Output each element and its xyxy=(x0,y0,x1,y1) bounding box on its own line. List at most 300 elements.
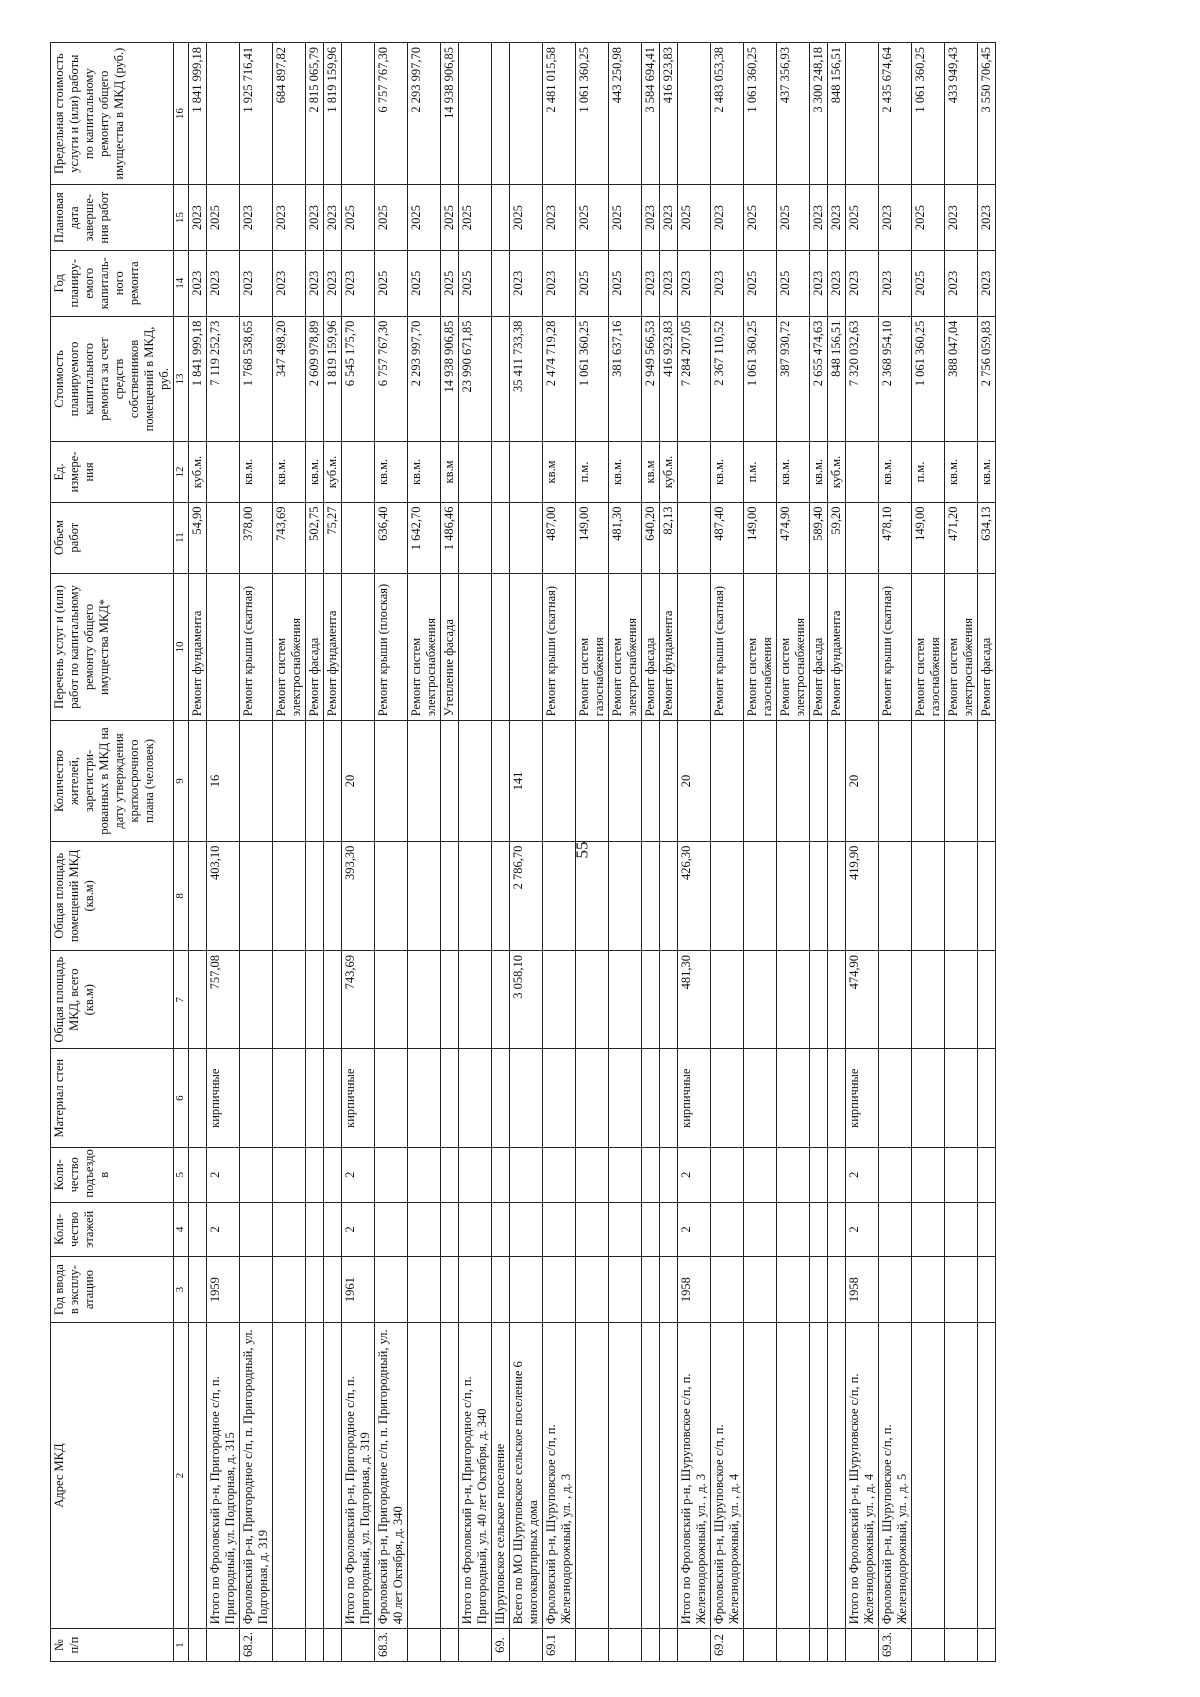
table-row xyxy=(408,43,441,1662)
table-cell xyxy=(678,442,711,502)
table-row xyxy=(240,43,273,1662)
table-cell xyxy=(441,721,459,841)
table-cell: 23 990 671,85 xyxy=(459,316,492,442)
table-cell: 1 061 360,25 xyxy=(744,316,777,442)
table-cell: 68.2. xyxy=(240,1629,273,1662)
table-cell xyxy=(978,1322,996,1628)
table-cell: Ремонт систем электроснабжения xyxy=(945,573,978,721)
table-cell xyxy=(609,721,642,841)
table-cell: Ремонт крыши (скатная) xyxy=(711,573,744,721)
table-row xyxy=(810,43,828,1662)
table-cell: кв.м. xyxy=(408,442,441,502)
table-cell xyxy=(912,951,945,1049)
table-cell: 481,30 xyxy=(678,951,711,1049)
table-cell xyxy=(459,1629,492,1662)
table-cell: 2025 xyxy=(846,185,879,251)
column-number: 14 xyxy=(174,250,189,316)
table-cell xyxy=(744,1202,777,1257)
table-cell xyxy=(945,1257,978,1323)
table-cell: 2025 xyxy=(375,250,408,316)
column-number: 16 xyxy=(174,43,189,185)
table-cell xyxy=(912,1322,945,1628)
table-cell xyxy=(576,951,609,1049)
table-cell: 1 061 360,25 xyxy=(576,43,609,185)
table-cell xyxy=(189,1147,207,1202)
table-cell: 2023 xyxy=(978,250,996,316)
table-cell xyxy=(306,1202,324,1257)
table-cell: 636,40 xyxy=(375,502,408,573)
table-cell xyxy=(408,841,441,950)
table-row xyxy=(978,43,996,1662)
column-number: 15 xyxy=(174,185,189,251)
table-cell: 478,10 xyxy=(879,502,912,573)
table-cell: 1 841 999,18 xyxy=(189,43,207,185)
table-cell: кирпичные xyxy=(846,1049,879,1147)
table-cell: Ремонт крыши (скатная) xyxy=(543,573,576,721)
table-cell: 1 768 538,65 xyxy=(240,316,273,442)
table-cell: Всего по МО Шуруповское сельское поселение 6 многоквартирных дома xyxy=(510,1322,543,1628)
table-cell: 2 368 954,10 xyxy=(879,316,912,442)
table-cell xyxy=(945,841,978,950)
table-cell: кв.м. xyxy=(945,442,978,502)
table-cell xyxy=(642,1257,660,1323)
table-cell xyxy=(576,1629,609,1662)
table-row xyxy=(945,43,978,1662)
table-cell xyxy=(273,841,306,950)
table-cell xyxy=(375,1202,408,1257)
table-cell xyxy=(441,1202,459,1257)
table-cell: 7 320 032,63 xyxy=(846,316,879,442)
table-cell xyxy=(273,1257,306,1323)
table-cell: кирпичные xyxy=(207,1049,240,1147)
table-cell xyxy=(846,573,879,721)
table-cell: 2025 xyxy=(459,185,492,251)
table-cell xyxy=(510,1257,543,1323)
table-cell xyxy=(441,1049,459,1147)
table-cell xyxy=(324,1629,342,1662)
table-cell xyxy=(978,1147,996,1202)
table-row xyxy=(459,43,492,1662)
table-cell: Фроловский р-н, Шуруповское с/п, п. Железнодорожный, ул. , д. 5 xyxy=(879,1322,912,1628)
table-row xyxy=(777,43,810,1662)
table-cell xyxy=(459,721,492,841)
table-cell: 2 xyxy=(678,1202,711,1257)
table-cell xyxy=(441,841,459,950)
table-cell: 2025 xyxy=(408,250,441,316)
table-cell xyxy=(711,951,744,1049)
table-cell: Ремонт крыши (скатная) xyxy=(879,573,912,721)
column-number: 4 xyxy=(174,1202,189,1257)
table-cell xyxy=(828,1322,846,1628)
table-cell xyxy=(492,442,510,502)
table-cell: Ремонт систем газоснабжения xyxy=(576,573,609,721)
table-cell: 1 819 159,96 xyxy=(324,316,342,442)
column-number: 13 xyxy=(174,316,189,442)
table-cell: Ремонт систем электроснабжения xyxy=(609,573,642,721)
table-cell xyxy=(459,1147,492,1202)
table-cell: 2023 xyxy=(240,185,273,251)
table-cell xyxy=(189,721,207,841)
column-number: 1 xyxy=(174,1629,189,1662)
table-cell: Ремонт фасада xyxy=(810,573,828,721)
table-cell: кв.м. xyxy=(777,442,810,502)
table-cell xyxy=(642,951,660,1049)
table-cell: 2023 xyxy=(978,185,996,251)
table-cell: 2023 xyxy=(642,185,660,251)
table-row xyxy=(660,43,678,1662)
table-cell: 2025 xyxy=(510,185,543,251)
table-cell xyxy=(609,1322,642,1628)
table-cell: 2023 xyxy=(810,185,828,251)
table-cell: Ремонт фундамента xyxy=(324,573,342,721)
column-number: 8 xyxy=(174,841,189,950)
table-cell: Фроловский р-н, Шуруповское с/п, п. Железнодорожный, ул. , д. 4 xyxy=(711,1322,744,1628)
table-cell xyxy=(777,951,810,1049)
table-cell xyxy=(324,1322,342,1628)
table-cell xyxy=(492,250,510,316)
table-cell xyxy=(459,502,492,573)
table-cell: 403,10 xyxy=(207,841,240,950)
table-cell xyxy=(912,1049,945,1147)
table-cell xyxy=(609,1147,642,1202)
table-cell: 378,00 xyxy=(240,502,273,573)
table-cell xyxy=(642,1629,660,1662)
table-cell: 2 xyxy=(207,1202,240,1257)
table-cell: 2025 xyxy=(441,250,459,316)
table-cell xyxy=(510,442,543,502)
table-cell: 1958 xyxy=(678,1257,711,1323)
column-number: 11 xyxy=(174,502,189,573)
table-cell xyxy=(678,1629,711,1662)
table-cell: 1 061 360,25 xyxy=(744,43,777,185)
table-row xyxy=(342,43,375,1662)
table-cell xyxy=(342,43,375,185)
table-cell xyxy=(912,721,945,841)
table-cell xyxy=(342,573,375,721)
table-cell xyxy=(912,841,945,950)
table-cell xyxy=(744,841,777,950)
table-cell xyxy=(273,1049,306,1147)
table-cell xyxy=(879,951,912,1049)
table-cell xyxy=(642,1049,660,1147)
table-row xyxy=(207,43,240,1662)
table-cell xyxy=(492,1147,510,1202)
table-cell xyxy=(660,1257,678,1323)
table-row xyxy=(744,43,777,1662)
table-cell: 2023 xyxy=(945,250,978,316)
table-cell: 2025 xyxy=(777,185,810,251)
table-cell: Ремонт фундамента xyxy=(189,573,207,721)
table-cell xyxy=(273,1147,306,1202)
table-cell xyxy=(207,573,240,721)
table-cell: 1 841 999,18 xyxy=(189,316,207,442)
table-cell xyxy=(978,1629,996,1662)
table-cell xyxy=(306,1147,324,1202)
table-cell xyxy=(945,1629,978,1662)
table-cell xyxy=(660,1202,678,1257)
table-cell: 2023 xyxy=(306,250,324,316)
table-cell: кирпичные xyxy=(342,1049,375,1147)
table-cell xyxy=(828,951,846,1049)
table-cell: 640,20 xyxy=(642,502,660,573)
table-cell xyxy=(543,951,576,1049)
table-cell: 1 642,70 xyxy=(408,502,441,573)
table-cell: 1 925 716,41 xyxy=(240,43,273,185)
table-cell xyxy=(846,502,879,573)
table-cell: 2023 xyxy=(642,250,660,316)
table-cell xyxy=(375,841,408,950)
table-cell: кв.м xyxy=(543,442,576,502)
table-cell: 2023 xyxy=(711,250,744,316)
page-number: 55 xyxy=(572,841,592,859)
table-cell xyxy=(342,1629,375,1662)
table-cell xyxy=(576,1202,609,1257)
table-cell: 2025 xyxy=(678,185,711,251)
column-header: Адрес МКД xyxy=(51,1322,174,1628)
table-cell xyxy=(810,1629,828,1662)
column-header: Год ввода в эксплу-атацию xyxy=(51,1257,174,1323)
table-cell: 2 756 059,83 xyxy=(978,316,996,442)
table-cell xyxy=(711,1257,744,1323)
table-cell: 2023 xyxy=(207,250,240,316)
table-cell: п.м. xyxy=(912,442,945,502)
table-cell xyxy=(609,1049,642,1147)
table-cell xyxy=(492,951,510,1049)
table-cell: 1958 xyxy=(846,1257,879,1323)
table-cell xyxy=(609,1202,642,1257)
table-cell xyxy=(828,1147,846,1202)
table-cell: 2025 xyxy=(744,250,777,316)
table-cell: 474,90 xyxy=(846,951,879,1049)
table-cell: 2023 xyxy=(660,250,678,316)
table-cell xyxy=(912,1202,945,1257)
table-cell: 743,69 xyxy=(273,502,306,573)
table-cell xyxy=(459,442,492,502)
table-cell: 2 481 015,58 xyxy=(543,43,576,185)
table-cell xyxy=(744,1049,777,1147)
table-cell: 2023 xyxy=(189,185,207,251)
column-header: Год планиру-емого капиталь-ного ремонта xyxy=(51,250,174,316)
table-cell: 2023 xyxy=(543,250,576,316)
table-cell: 2 949 566,53 xyxy=(642,316,660,442)
table-cell xyxy=(408,1257,441,1323)
column-header: Общая площадь МКД, всего (кв.м) xyxy=(51,951,174,1049)
table-cell xyxy=(408,1147,441,1202)
table-cell: п.м. xyxy=(744,442,777,502)
table-cell: 2025 xyxy=(342,185,375,251)
table-cell xyxy=(324,721,342,841)
table-cell: 149,00 xyxy=(744,502,777,573)
table-cell: 2025 xyxy=(609,250,642,316)
table-cell: 481,30 xyxy=(609,502,642,573)
table-cell: Итого по Фроловский р-н, Пригородное с/п, п. Пригородный, ул. 40 лет Октября, д. 340 xyxy=(459,1322,492,1628)
table-cell: 2 xyxy=(207,1147,240,1202)
table-cell: 416 923,83 xyxy=(660,43,678,185)
table-cell: Итого по Фроловский р-н, Шуруповское с/п, п. Железнодорожный, ул. , д. 4 xyxy=(846,1322,879,1628)
table-cell xyxy=(342,502,375,573)
table-cell: 1959 xyxy=(207,1257,240,1323)
table-cell: кв.м xyxy=(642,442,660,502)
table-cell xyxy=(744,1629,777,1662)
table-cell: 487,00 xyxy=(543,502,576,573)
table-cell xyxy=(306,1257,324,1323)
table-cell xyxy=(828,1257,846,1323)
table-cell xyxy=(306,1629,324,1662)
table-cell: 2023 xyxy=(240,250,273,316)
table-cell: 2 815 065,79 xyxy=(306,43,324,185)
table-cell xyxy=(945,1049,978,1147)
table-cell: Ремонт систем газоснабжения xyxy=(912,573,945,721)
table-cell xyxy=(324,841,342,950)
table-cell xyxy=(810,1322,828,1628)
column-number: 7 xyxy=(174,951,189,1049)
column-header: Коли-чество этажей xyxy=(51,1202,174,1257)
table-cell: 2023 xyxy=(273,250,306,316)
column-number: 9 xyxy=(174,721,189,841)
table-cell xyxy=(777,1147,810,1202)
column-header: Объем работ xyxy=(51,502,174,573)
table-cell: Ремонт фундамента xyxy=(828,573,846,721)
table-cell xyxy=(642,841,660,950)
table-cell: Ремонт систем электроснабжения xyxy=(408,573,441,721)
table-cell: 68.3. xyxy=(375,1629,408,1662)
column-header: № п/п xyxy=(51,1629,174,1662)
table-cell xyxy=(744,721,777,841)
table-row xyxy=(189,43,207,1662)
column-number: 2 xyxy=(174,1322,189,1628)
column-header: Предельная стоимость услуги и (или) работы по капитальному ремонту общего имущества в МКД (руб.) xyxy=(51,43,174,185)
table-cell xyxy=(492,841,510,950)
table-cell xyxy=(945,1322,978,1628)
table-cell xyxy=(207,43,240,185)
table-cell: кв.м. xyxy=(711,442,744,502)
table-cell xyxy=(945,1202,978,1257)
table-cell xyxy=(375,1147,408,1202)
table-cell: Ремонт фасада xyxy=(978,573,996,721)
table-cell: 347 498,20 xyxy=(273,316,306,442)
table-cell xyxy=(576,1257,609,1323)
table-cell: 393,30 xyxy=(342,841,375,950)
table-cell xyxy=(744,1257,777,1323)
table-cell xyxy=(846,1629,879,1662)
table-cell xyxy=(441,951,459,1049)
table-cell xyxy=(240,841,273,950)
table-row xyxy=(273,43,306,1662)
table-cell: кв.м. xyxy=(375,442,408,502)
table-cell: кирпичные xyxy=(678,1049,711,1147)
table-cell xyxy=(678,573,711,721)
table-cell: 2 655 474,63 xyxy=(810,316,828,442)
table-cell: 2023 xyxy=(945,185,978,251)
table-cell: 69. xyxy=(492,1629,510,1662)
table-cell xyxy=(810,951,828,1049)
table-cell xyxy=(660,1147,678,1202)
table-cell: Ремонт крыши (плоская) xyxy=(375,573,408,721)
table-cell: 2023 xyxy=(660,185,678,251)
table-cell: 2 xyxy=(846,1202,879,1257)
table-cell: 82,13 xyxy=(660,502,678,573)
table-cell: 20 xyxy=(678,721,711,841)
column-number: 12 xyxy=(174,442,189,502)
table-cell: кв.м xyxy=(441,442,459,502)
table-cell xyxy=(777,1049,810,1147)
table-cell xyxy=(189,841,207,950)
table-cell xyxy=(678,43,711,185)
table-cell: 2 367 110,52 xyxy=(711,316,744,442)
table-cell xyxy=(543,1257,576,1323)
table-cell: 20 xyxy=(342,721,375,841)
table-cell: куб.м. xyxy=(189,442,207,502)
table-cell: Ремонт систем газоснабжения xyxy=(744,573,777,721)
table-cell: 2025 xyxy=(576,185,609,251)
table-cell: Ремонт систем электроснабжения xyxy=(777,573,810,721)
table-cell xyxy=(810,1049,828,1147)
column-number-row xyxy=(174,43,189,1662)
table-cell: 2023 xyxy=(879,250,912,316)
table-cell: 1 486,46 xyxy=(441,502,459,573)
table-cell xyxy=(459,951,492,1049)
table-cell xyxy=(660,951,678,1049)
repair-plan-table xyxy=(50,42,996,1662)
table-cell xyxy=(642,1202,660,1257)
table-cell xyxy=(441,1257,459,1323)
table-cell: 2025 xyxy=(408,185,441,251)
table-cell: 1 061 360,25 xyxy=(576,316,609,442)
table-cell xyxy=(306,841,324,950)
table-cell xyxy=(189,1049,207,1147)
table-cell xyxy=(642,721,660,841)
table-cell: куб.м. xyxy=(660,442,678,502)
table-cell xyxy=(828,721,846,841)
table-cell xyxy=(492,43,510,185)
table-cell xyxy=(510,1629,543,1662)
table-cell xyxy=(324,1147,342,1202)
table-cell xyxy=(492,185,510,251)
table-cell: 2 293 997,70 xyxy=(408,43,441,185)
table-cell: 54,90 xyxy=(189,502,207,573)
table-cell xyxy=(342,442,375,502)
column-number: 5 xyxy=(174,1147,189,1202)
table-cell: 69.2 xyxy=(711,1629,744,1662)
table-cell xyxy=(828,1629,846,1662)
table-cell xyxy=(828,1049,846,1147)
table-cell xyxy=(576,1147,609,1202)
table-cell: Итого по Фроловский р-н, Пригородное с/п, п. Пригородный, ул. Подгорная, д. 315 xyxy=(207,1322,240,1628)
table-cell xyxy=(810,1202,828,1257)
table-cell: 2023 xyxy=(678,250,711,316)
table-cell: 69.1 xyxy=(543,1629,576,1662)
table-cell xyxy=(492,1257,510,1323)
table-row xyxy=(441,43,459,1662)
table-cell: Ремонт систем электроснабжения xyxy=(273,573,306,721)
table-cell: 149,00 xyxy=(576,502,609,573)
table-cell: 2 xyxy=(342,1147,375,1202)
table-cell xyxy=(189,1322,207,1628)
table-cell: 2025 xyxy=(912,250,945,316)
table-row xyxy=(678,43,711,1662)
table-cell xyxy=(207,502,240,573)
table-cell xyxy=(810,841,828,950)
table-cell xyxy=(777,1202,810,1257)
table-cell xyxy=(273,1629,306,1662)
column-header: Ед. измере-ния xyxy=(51,442,174,502)
table-cell: 2023 xyxy=(324,250,342,316)
table-cell: 2 xyxy=(678,1147,711,1202)
table-cell: 2023 xyxy=(828,185,846,251)
table-cell: 2 xyxy=(846,1147,879,1202)
table-row xyxy=(642,43,660,1662)
table-cell xyxy=(408,1629,441,1662)
